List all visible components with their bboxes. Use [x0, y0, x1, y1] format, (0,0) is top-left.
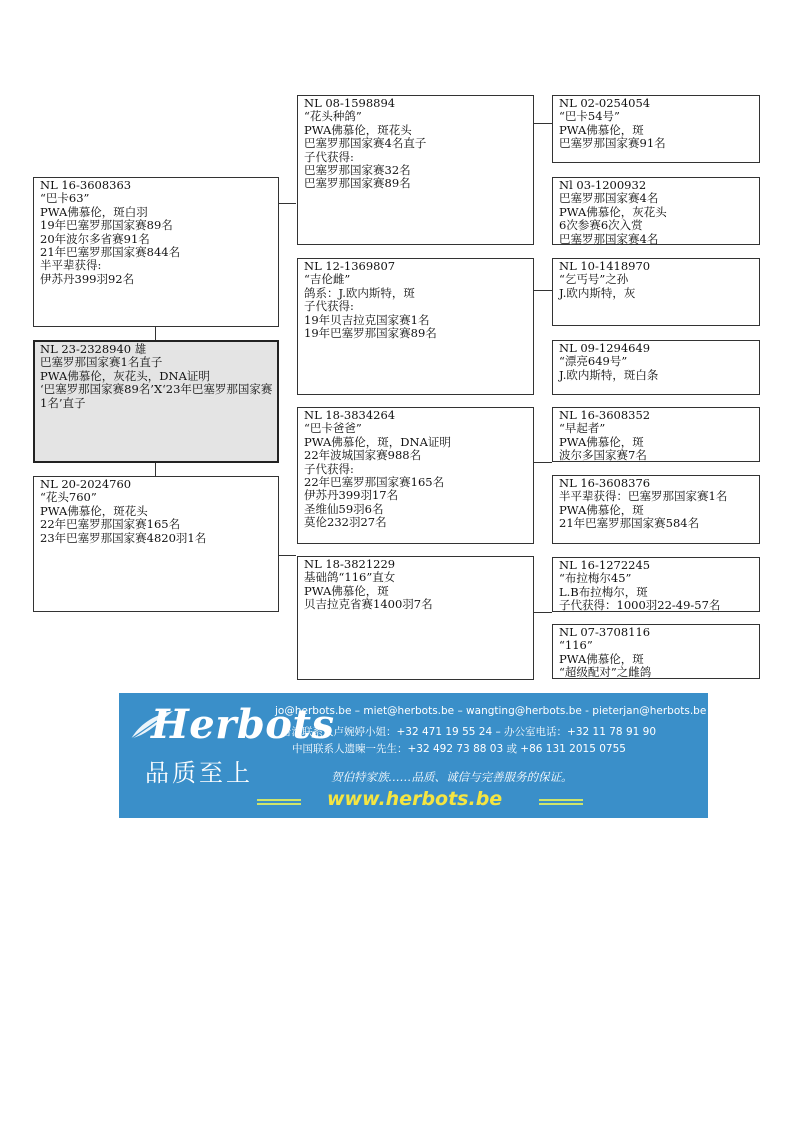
ancestor-card [552, 258, 760, 326]
connector [155, 462, 156, 476]
pedigree-line: 22年巴塞罗那国家赛165名 [304, 475, 445, 490]
ring-number: NL 02-0254054 [559, 96, 651, 110]
pedigree-line: 巴塞罗那国家赛91名 [559, 136, 666, 151]
dam-card [33, 476, 279, 612]
pedigree-line: 子代获得: [304, 149, 354, 164]
ring-number: NL 16-3608376 [559, 476, 651, 490]
ancestor-card [552, 340, 760, 395]
pedigree-line: PWA佛慕伦，斑 [304, 583, 389, 598]
ancestor-card [552, 95, 760, 163]
pedigree-line: 19年巴塞罗那国家赛89名 [304, 326, 437, 341]
pedigree-line: PWA佛慕伦，斑花头 [304, 122, 412, 137]
ring-number: NL 09-1294649 [559, 341, 651, 355]
pedigree-line: 巴塞罗那国家赛4名 [559, 191, 659, 206]
ring-number: NL 10-1418970 [559, 259, 651, 273]
pedigree-line: PWA佛慕伦，斑 [559, 434, 644, 449]
ring-number: NL 20-2024760 [40, 477, 132, 491]
pedigree-line: ‘巴塞罗那国家赛89名’X‘23年巴塞罗那国家赛1名’直子 [40, 382, 273, 410]
pigeon-name: “布拉梅尔45” [559, 571, 632, 586]
pedigree-line: 21年巴塞罗那国家赛844名 [40, 245, 181, 260]
ring-number: Nl 03-1200932 [559, 178, 647, 192]
pedigree-line: 圣维仙59羽6名 [304, 501, 384, 516]
ring-number: NL 08-1598894 [304, 96, 396, 110]
pigeon-name: “花头760” [40, 490, 97, 505]
pedigree-line: PWA佛慕伦，斑 [559, 502, 644, 517]
pigeon-name: “乞丐号”之孙 [559, 272, 629, 287]
ring-number: NL 23-2328940 雄 [40, 342, 147, 356]
pedigree-line: 20年波尔多省赛91名 [40, 231, 150, 246]
connector [155, 326, 156, 340]
pigeon-name: “巴卡54号” [559, 109, 620, 124]
pedigree-line: 贝吉拉克省赛1400羽7名 [304, 597, 433, 612]
pedigree-line: 19年巴塞罗那国家赛89名 [40, 218, 173, 233]
pedigree-line: 莫伦232羽27名 [304, 515, 387, 530]
tagline: 贺伯特家族……品质、诚信与完善服务的保证。 [331, 770, 573, 784]
pedigree-line: 伊苏丹399羽92名 [40, 271, 135, 286]
pedigree-line: 子代获得: [304, 461, 354, 476]
ring-number: NL 18-3821229 [304, 557, 396, 571]
connector [278, 203, 296, 204]
grandsire-paternal-card [297, 95, 534, 245]
ancestor-card [552, 475, 760, 544]
pedigree-line: 鸽系：J.欧内斯特，斑 [304, 285, 415, 300]
ancestor-card [552, 624, 760, 679]
pedigree-line: J.欧内斯特，灰 [559, 285, 636, 300]
divider [257, 799, 301, 801]
pedigree-line: PWA佛慕伦，斑 [559, 122, 644, 137]
pedigree-line: 巴塞罗那国家赛4名直子 [304, 136, 427, 151]
pedigree-line: 子代获得：1000羽22-49-57名 [559, 598, 721, 612]
slogan: 品质至上 [145, 759, 253, 787]
ring-number: NL 12-1369807 [304, 259, 396, 273]
pedigree-line: 19年贝吉拉克国家赛1名 [304, 312, 430, 327]
connector [533, 290, 552, 291]
pedigree-line: PWA佛慕伦，灰花头，DNA证明 [40, 368, 210, 383]
connector [533, 612, 552, 613]
ancestor-card [552, 557, 760, 612]
connector [533, 462, 552, 463]
pedigree-line: 6次参赛6次入赏 [559, 218, 643, 233]
pedigree-line: 巴塞罗那国家赛4名 [559, 231, 659, 245]
herbots-logo: Herbots [151, 701, 335, 748]
pedigree-line: 半平辈获得: [40, 258, 102, 273]
pedigree-line: 半平辈获得：巴塞罗那国家赛1名 [559, 489, 728, 504]
ring-number: NL 18-3834264 [304, 408, 396, 422]
pedigree-line: PWA佛慕伦，灰花头 [559, 204, 667, 219]
pedigree-line: 波尔多国家赛7名 [559, 448, 647, 462]
ring-number: NL 16-3608352 [559, 408, 651, 422]
pedigree-line: 伊苏丹399羽17名 [304, 488, 399, 503]
pigeon-name: “巴卡63” [40, 191, 90, 206]
sire-card [33, 177, 279, 327]
ring-number: NL 16-1272245 [559, 558, 651, 572]
pedigree-line: PWA佛慕伦，斑，DNA证明 [304, 434, 451, 449]
pedigree-line: 22年巴塞罗那国家赛165名 [40, 517, 181, 532]
pedigree-line: “超级配对”之雌鸽 [559, 665, 652, 679]
subject-card [33, 340, 279, 463]
pedigree-line: PWA佛慕伦，斑花头 [40, 503, 148, 518]
connector [278, 555, 296, 556]
ancestor-card [552, 407, 760, 462]
pedigree-line: 21年巴塞罗那国家赛584名 [559, 516, 700, 531]
divider [257, 803, 301, 805]
pedigree-line: 子代获得: [304, 299, 354, 314]
divider [539, 799, 583, 801]
china-contact: 中国联系人遗暕一先生：+32 492 73 88 03 或 +86 131 2015 0755 [292, 743, 626, 755]
ancestor-card [552, 177, 760, 245]
pedigree-line: 巴塞罗那国家赛89名 [304, 176, 411, 191]
divider [539, 803, 583, 805]
pigeon-name: “116” [559, 638, 593, 653]
contact-emails[interactable]: jo@herbots.be – miet@herbots.be – wangting@herbots.be - pieterjan@herbots.be [275, 705, 707, 717]
granddam-paternal-card [297, 258, 534, 395]
grandsire-maternal-card [297, 407, 534, 544]
pigeon-name: “吉伦雌” [304, 272, 351, 287]
pigeon-name: “巴卡爸爸” [304, 421, 362, 436]
ring-number: NL 07-3708116 [559, 625, 651, 639]
pedigree-line: J.欧内斯特，斑白条 [559, 367, 659, 382]
pigeon-name: “花头种鸽” [304, 109, 362, 124]
website-link[interactable]: www.herbots.be [327, 788, 503, 810]
ring-number: NL 16-3608363 [40, 178, 132, 192]
pigeon-name: “早起者” [559, 421, 606, 436]
pedigree-line: 23年巴塞罗那国家赛4820羽1名 [40, 530, 207, 545]
pedigree-line: PWA佛慕伦，斑白羽 [40, 204, 148, 219]
pedigree-line: PWA佛慕伦，斑 [559, 651, 644, 666]
taiwan-contact: 台湾联系人卢婉婷小姐：+32 471 19 55 24 – 办公室电话：+32 11 78 91 90 [281, 726, 657, 738]
pedigree-line: 22年波城国家赛988名 [304, 448, 422, 463]
pigeon-name: 基础鸽“116”直女 [304, 570, 396, 585]
herbots-banner [119, 693, 708, 818]
granddam-maternal-card [297, 556, 534, 680]
pigeon-name: “漂亮649号” [559, 354, 628, 369]
connector [533, 123, 552, 124]
pedigree-line: 巴塞罗那国家赛1名直子 [40, 355, 163, 370]
pedigree-line: L.B布拉梅尔，斑 [559, 584, 648, 599]
pedigree-line: 巴塞罗那国家赛32名 [304, 163, 411, 178]
